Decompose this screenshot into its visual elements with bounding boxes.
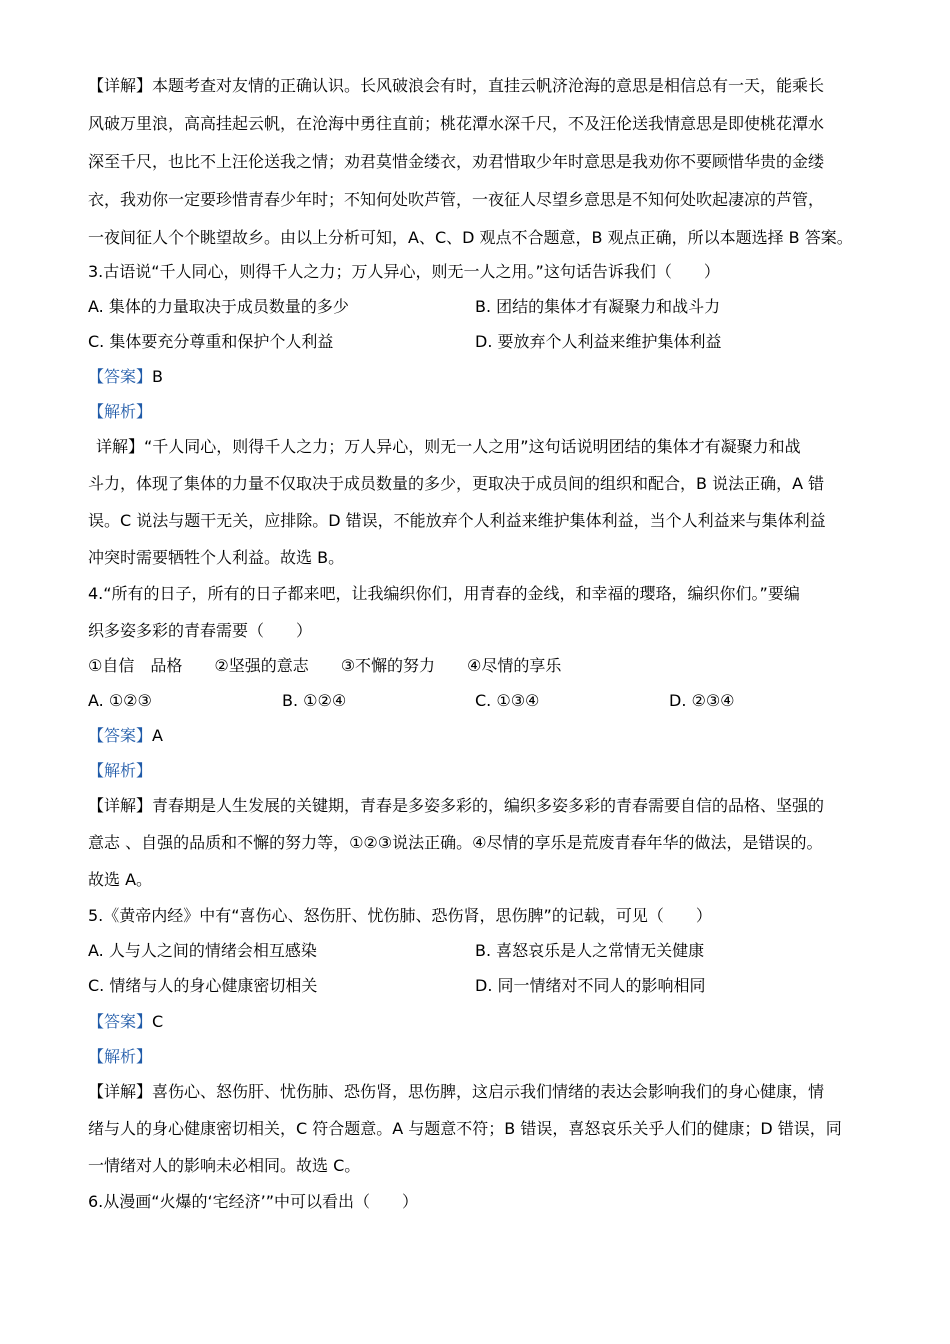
q4-question-line-1: 4.“所有的日子，所有的日子都来吧，让我编织你们，用青春的金线，和幸福的璎珞，编织你们。”要编	[88, 584, 800, 603]
q3-option-c: C. 集体要充分尊重和保护个人利益	[88, 332, 334, 351]
q5-answer-value: C	[152, 1012, 164, 1031]
q4-option-c: C. ①③④	[475, 691, 540, 710]
q3-question: 3.古语说“千人同心，则得千人之力；万人异心，则无一人之用。”这句话告诉我们（ ）	[88, 262, 720, 281]
q3-detail-line-4: 冲突时需要牺牲个人利益。故选 B。	[88, 548, 345, 567]
q2-detail-line-4: 衣，我劝你一定要珍惜青春少年时；不知何处吹芦管，一夜征人尽望乡意思是不知何处吹起凄凉的芦管，	[88, 190, 825, 209]
q3-option-b: B. 团结的集体才有凝聚力和战斗力	[475, 297, 721, 316]
q3-detail-line-3: 误。C 说法与题干无关，应排除。D 错误，不能放弃个人利益来维护集体利益，当个人利益来与集体利益	[88, 511, 826, 530]
q5-detail-line-1: 【详解】喜伤心、怒伤肝、忧伤肺、恐伤肾，思伤脾，这启示我们情绪的表达会影响我们的身心健康，情	[88, 1082, 825, 1101]
q4-question-line-2: 织多姿多彩的青春需要（ ）	[88, 621, 313, 640]
q5-option-d: D. 同一情绪对不同人的影响相同	[475, 976, 706, 995]
q5-option-b: B. 喜怒哀乐是人之常情无关健康	[475, 941, 705, 960]
q5-detail-line-2: 绪与人的身心健康密切相关，C 符合题意。A 与题意不符；B 错误，喜怒哀乐关乎人们的健康；D 错误，同	[88, 1119, 842, 1138]
q5-question: 5.《黄帝内经》中有“喜伤心、怒伤肝、忧伤肺、恐伤肾，思伤脾”的记载，可见（ ）	[88, 906, 712, 925]
q4-detail-line-3: 故选 A。	[88, 870, 153, 889]
q5-option-a: A. 人与人之间的情绪会相互感染	[88, 941, 317, 960]
q3-detail-line-1: 详解】“千人同心，则得千人之力；万人异心，则无一人之用”这句话说明团结的集体才有凝聚力和战	[96, 437, 801, 456]
q3-answer-value: B	[152, 367, 163, 386]
q4-detail-tag: 【详解】	[88, 796, 153, 815]
q4-answer	[88, 726, 163, 746]
q4-option-b: B. ①②④	[282, 691, 347, 710]
q2-detail-tag: 【详解】	[88, 76, 153, 95]
q5-detail-line-3: 一情绪对人的影响未必相同。故选 C。	[88, 1156, 361, 1175]
q6-question: 6.从漫画“火爆的‘宅经济’”中可以看出（ ）	[88, 1192, 419, 1211]
q3-analysis-tag: 【解析】	[88, 402, 153, 421]
q4-detail-line-1: 【详解】青春期是人生发展的关键期，青春是多姿多彩的，编织多姿多彩的青春需要自信的品格、坚强的	[88, 796, 825, 815]
q3-option-a: A. 集体的力量取决于成员数量的多少	[88, 297, 349, 316]
q3-answer	[88, 367, 163, 387]
q4-option-a: A. ①②③	[88, 691, 152, 710]
q2-detail-line-3: 深至千尺，也比不上汪伦送我之情；劝君莫惜金缕衣，劝君惜取少年时意思是我劝你不要顾惜华贵的金缕	[88, 152, 825, 171]
q4-analysis-tag: 【解析】	[88, 761, 153, 780]
q4-answer-value: A	[152, 726, 163, 745]
q2-detail-line-5: 一夜间征人个个眺望故乡。由以上分析可知，A、C、D 观点不合题意，B 观点正确，所以本题选择 B 答案。	[88, 228, 853, 247]
q2-detail-line-1: 【详解】本题考查对友情的正确认识。长风破浪会有时，直挂云帆济沧海的意思是相信总有一天，能乘长	[88, 76, 825, 95]
q4-option-d: D. ②③④	[669, 691, 735, 710]
q5-answer-tag: 【答案】	[88, 1012, 153, 1031]
q5-option-c: C. 情绪与人的身心健康密切相关	[88, 976, 318, 995]
q3-detail-line-2: 斗力，体现了集体的力量不仅取决于成员数量的多少，更取决于成员间的组织和配合，B 说法正确，A 错	[88, 474, 825, 493]
q5-answer	[88, 1012, 163, 1032]
q3-option-d: D. 要放弃个人利益来维护集体利益	[475, 332, 722, 351]
q2-detail-line-2: 风破万里浪，高高挂起云帆，在沧海中勇往直前；桃花潭水深千尺，不及汪伦送我情意思是即使桃花潭水	[88, 114, 825, 133]
q4-detail-line-2: 意志 、自强的品质和不懈的努力等，①②③说法正确。④尽情的享乐是荒废青春年华的做法，是错误的。	[88, 833, 823, 852]
q3-answer-tag: 【答案】	[88, 367, 153, 386]
q4-answer-tag: 【答案】	[88, 726, 153, 745]
q5-analysis-tag: 【解析】	[88, 1047, 153, 1066]
q5-detail-tag: 【详解】	[88, 1082, 153, 1101]
q4-statements: ①自信 品格 ②坚强的意志 ③不懈的努力 ④尽情的享乐	[88, 656, 562, 675]
